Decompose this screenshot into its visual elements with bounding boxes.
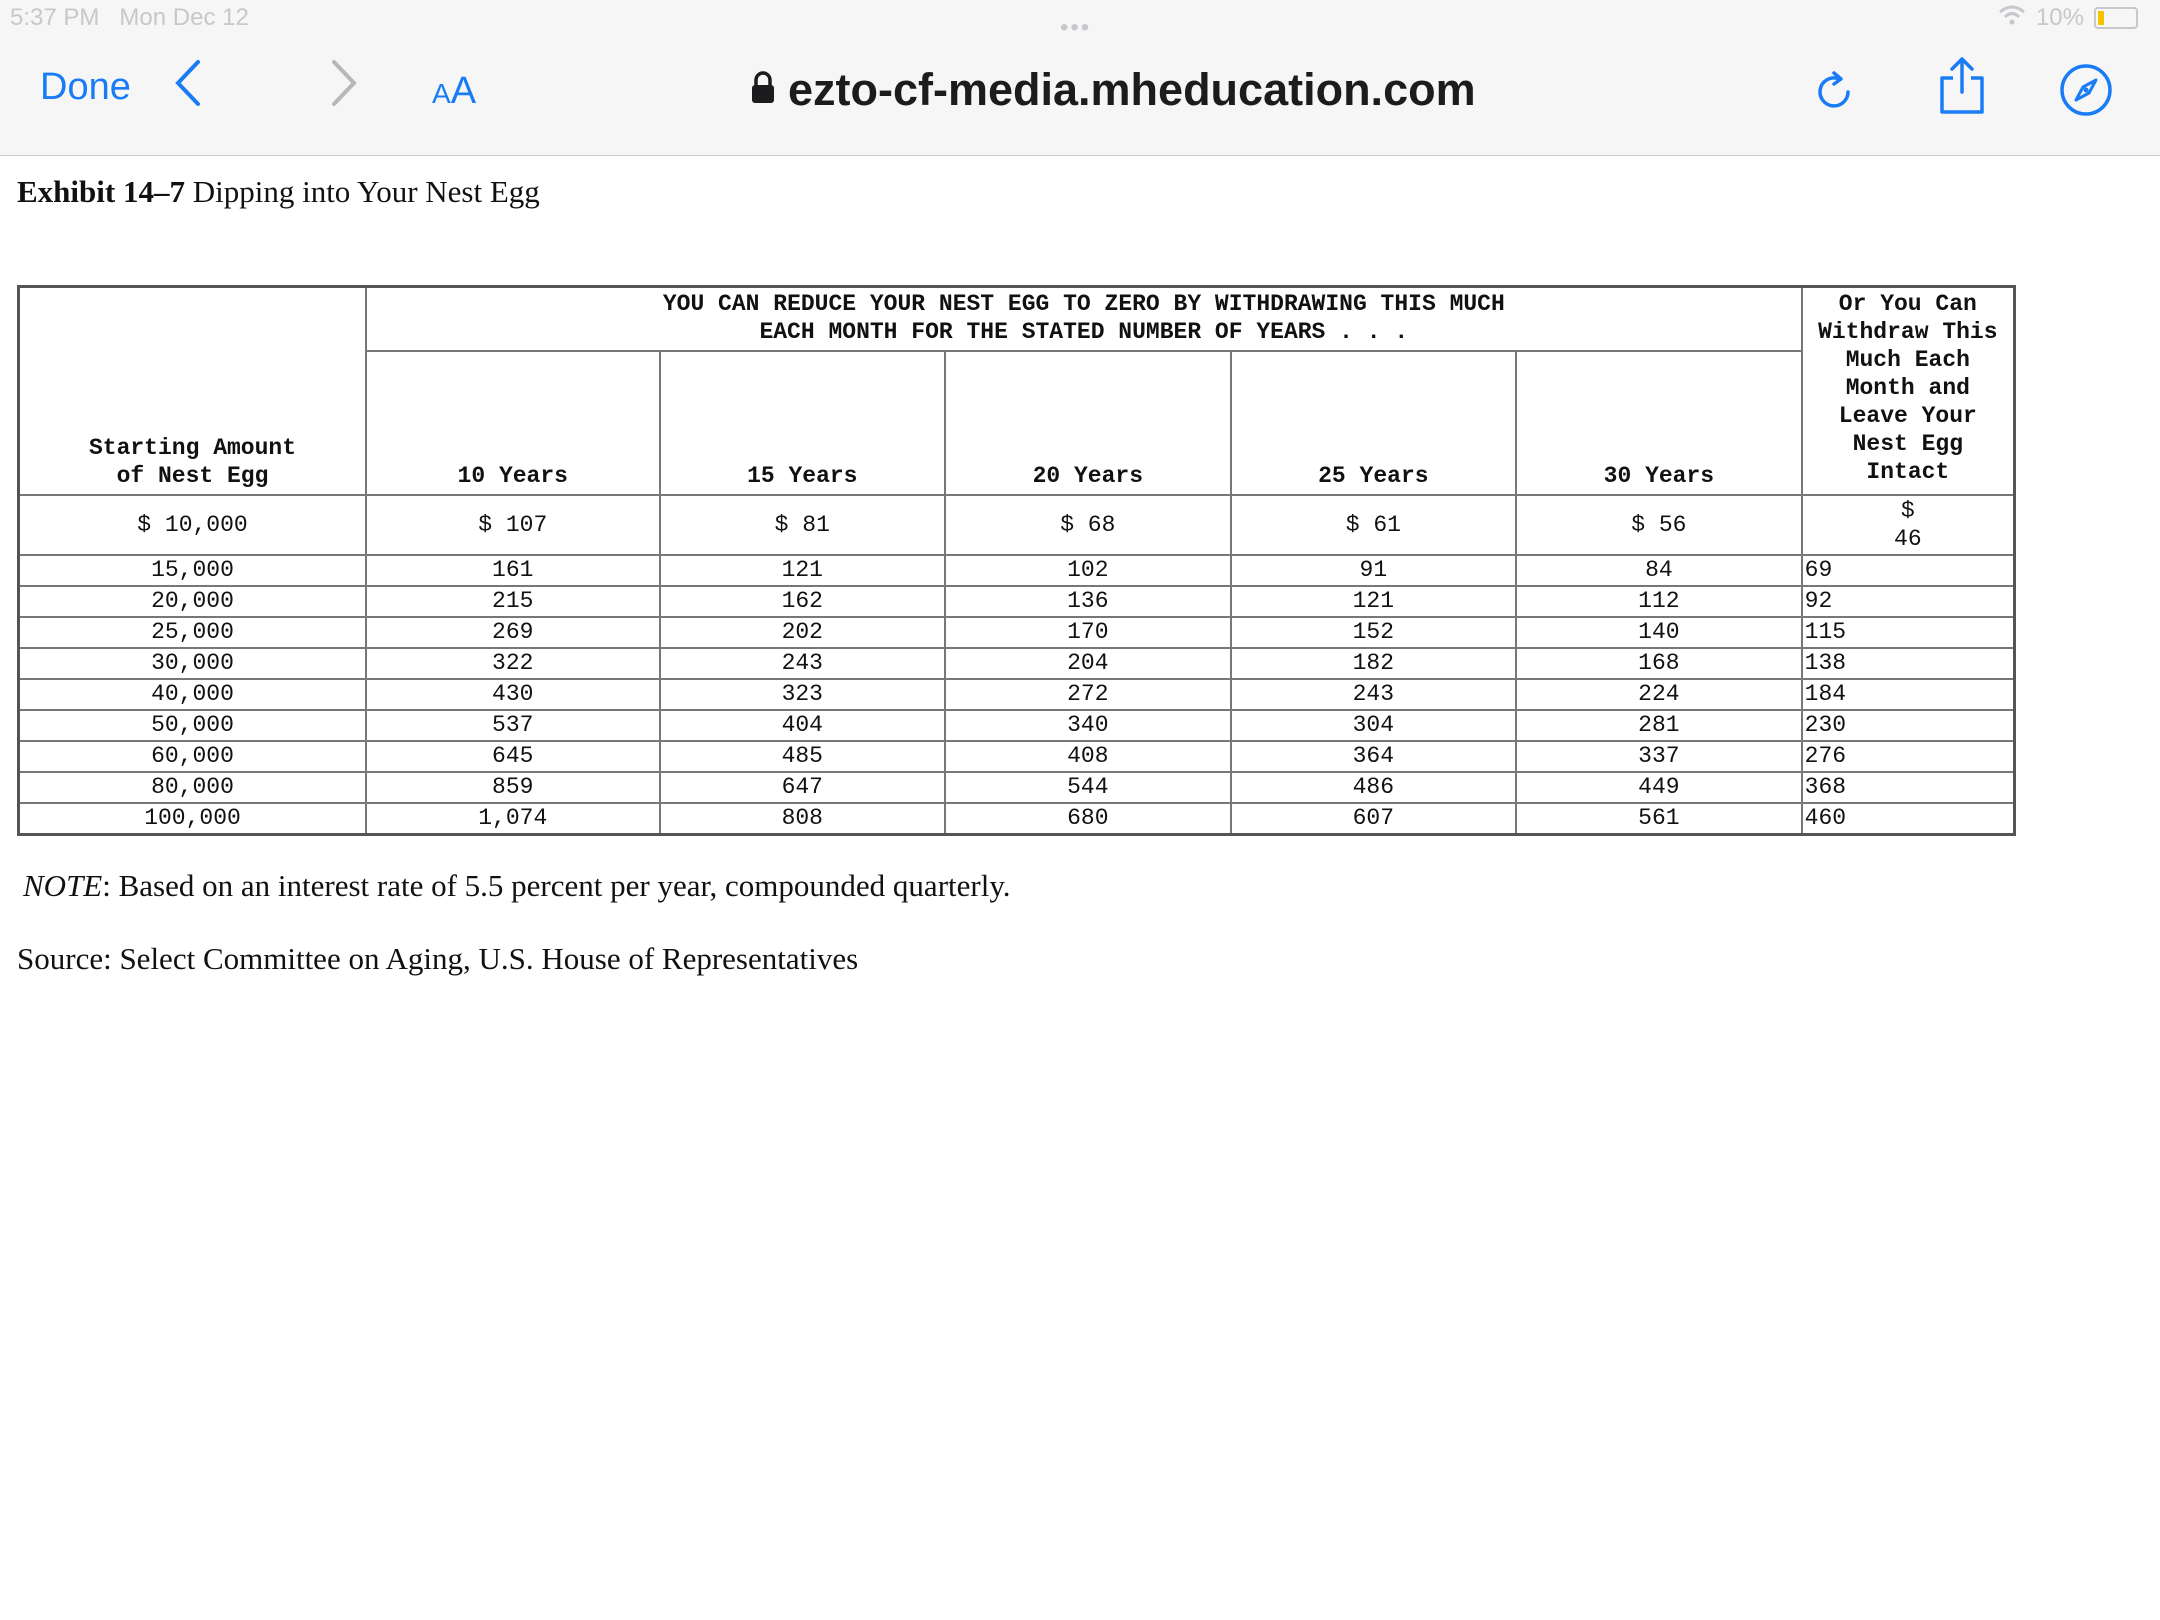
starting-amount-header [19,287,367,496]
value-cell: 645 [366,741,660,772]
value-cell: 304 [1231,710,1517,741]
value-cell: 136 [945,586,1231,617]
exhibit-title-text: Dipping into Your Nest Egg [192,174,540,209]
table-row [19,586,2015,617]
intact-cell: 92 [1802,586,2015,617]
table-row [19,495,2015,555]
intact-header-line: Much Each [1845,347,1970,373]
address-bar[interactable] [750,64,1476,116]
value-cell: $ 56 [1516,495,1802,555]
value-cell: 202 [660,617,946,648]
value-cell: 161 [366,555,660,586]
table-row [19,772,2015,803]
value-cell: 112 [1516,586,1802,617]
value-cell: 168 [1516,648,1802,679]
value-cell: $ 61 [1231,495,1517,555]
intact-cell: 368 [1802,772,2015,803]
amount-cell: 100,000 [19,803,367,835]
nest-egg-table [17,285,2016,836]
intact-header-line: Withdraw This [1818,319,1998,345]
value-cell: 486 [1231,772,1517,803]
intact-cell: 69 [1802,555,2015,586]
intact-value: 46 [1894,526,1922,552]
intact-cell: 276 [1802,741,2015,772]
exhibit-title [17,174,540,210]
amount-cell: 20,000 [19,586,367,617]
value-cell: $ 107 [366,495,660,555]
value-cell: 337 [1516,741,1802,772]
table-row [19,741,2015,772]
status-date-text: Mon Dec 12 [119,4,249,31]
intact-cell: 460 [1802,803,2015,835]
value-cell: 281 [1516,710,1802,741]
value-cell: 607 [1231,803,1517,835]
value-cell: 808 [660,803,946,835]
value-cell: 91 [1231,555,1517,586]
table-body [19,555,2015,835]
value-cell: 485 [660,741,946,772]
col-header-20-years: 20 Years [945,351,1231,495]
amount-cell: 50,000 [19,710,367,741]
browser-toolbar [0,0,2160,156]
table-row [19,803,2015,835]
table-row [19,679,2015,710]
intact-cell: 184 [1802,679,2015,710]
table-row [19,648,2015,679]
exhibit-label: Exhibit 14–7 [17,174,185,209]
text-size-button[interactable] [432,70,476,113]
intact-header [1802,287,2015,496]
withdrawal-span-header-line2: EACH MONTH FOR THE STATED NUMBER OF YEARS . . . [759,319,1409,345]
intact-header-line: Month and [1845,375,1970,401]
status-time-text: 5:37 PM [10,4,100,31]
withdrawal-span-header [366,287,1802,352]
chevron-left-icon[interactable] [172,58,202,117]
amount-cell: 15,000 [19,555,367,586]
value-cell: 170 [945,617,1231,648]
value-cell: 323 [660,679,946,710]
text-size-small-a: A [432,78,451,109]
lock-icon [750,64,776,116]
intact-header-line: Or You Can [1838,291,1977,317]
value-cell: 430 [366,679,660,710]
note-label: NOTE [23,868,103,903]
value-cell: 449 [1516,772,1802,803]
withdrawal-span-header-line1: YOU CAN REDUCE YOUR NEST EGG TO ZERO BY WITHDRAWING THIS MUCH [662,291,1505,317]
compass-icon[interactable] [2058,62,2114,123]
chevron-right-icon[interactable] [330,58,360,117]
multitask-grabber[interactable]: ••• [1060,14,1092,41]
value-cell: 215 [366,586,660,617]
note-text: : Based on an interest rate of 5.5 percent per year, compounded quarterly. [102,868,1011,903]
value-cell: $ 68 [945,495,1231,555]
starting-amount-header-line1: Starting Amount [88,435,297,461]
source-line: Source: Select Committee on Aging, U.S. House of Representatives [17,941,859,976]
value-cell: 859 [366,772,660,803]
share-icon[interactable] [1936,56,1988,121]
value-cell: 162 [660,586,946,617]
battery-icon [2094,7,2138,29]
status-indicators [1998,4,2138,32]
value-cell: 224 [1516,679,1802,710]
intact-header-line: Nest Egg [1852,431,1964,457]
starting-amount-header-line2: of Nest Egg [116,463,269,489]
reload-icon[interactable] [1812,70,1856,119]
value-cell: 561 [1516,803,1802,835]
footnote [23,868,1011,904]
value-cell: 102 [945,555,1231,586]
col-header-25-years: 25 Years [1231,351,1517,495]
value-cell: 680 [945,803,1231,835]
amount-cell: 80,000 [19,772,367,803]
done-button[interactable]: Done [40,66,131,108]
battery-percent: 10% [2035,4,2084,31]
value-cell: 204 [945,648,1231,679]
url-text: ezto-cf-media.mheducation.com [788,64,1476,115]
col-header-15-years: 15 Years [660,351,946,495]
value-cell: 121 [1231,586,1517,617]
value-cell: 84 [1516,555,1802,586]
intact-cell: 230 [1802,710,2015,741]
intact-dollar: $ [1900,498,1915,524]
value-cell: 152 [1231,617,1517,648]
value-cell: 537 [366,710,660,741]
amount-cell: $ 10,000 [19,495,367,555]
value-cell: 322 [366,648,660,679]
amount-cell: 25,000 [19,617,367,648]
table-row [19,710,2015,741]
table-header-row [19,287,2015,352]
value-cell: $ 81 [660,495,946,555]
value-cell: 121 [660,555,946,586]
intact-cell [1802,495,2015,555]
wifi-icon [1998,4,2026,32]
value-cell: 544 [945,772,1231,803]
value-cell: 404 [660,710,946,741]
col-header-30-years: 30 Years [1516,351,1802,495]
value-cell: 140 [1516,617,1802,648]
value-cell: 340 [945,710,1231,741]
intact-cell: 138 [1802,648,2015,679]
intact-header-line: Leave Your [1838,403,1977,429]
value-cell: 647 [660,772,946,803]
value-cell: 243 [660,648,946,679]
intact-header-line: Intact [1866,459,1950,485]
value-cell: 1,074 [366,803,660,835]
status-time [10,4,249,32]
col-header-10-years: 10 Years [366,351,660,495]
table-row [19,617,2015,648]
table-row [19,555,2015,586]
value-cell: 364 [1231,741,1517,772]
value-cell: 243 [1231,679,1517,710]
amount-cell: 40,000 [19,679,367,710]
value-cell: 272 [945,679,1231,710]
text-size-large-a: A [450,70,477,112]
amount-cell: 60,000 [19,741,367,772]
value-cell: 182 [1231,648,1517,679]
value-cell: 269 [366,617,660,648]
value-cell: 408 [945,741,1231,772]
amount-cell: 30,000 [19,648,367,679]
intact-cell: 115 [1802,617,2015,648]
